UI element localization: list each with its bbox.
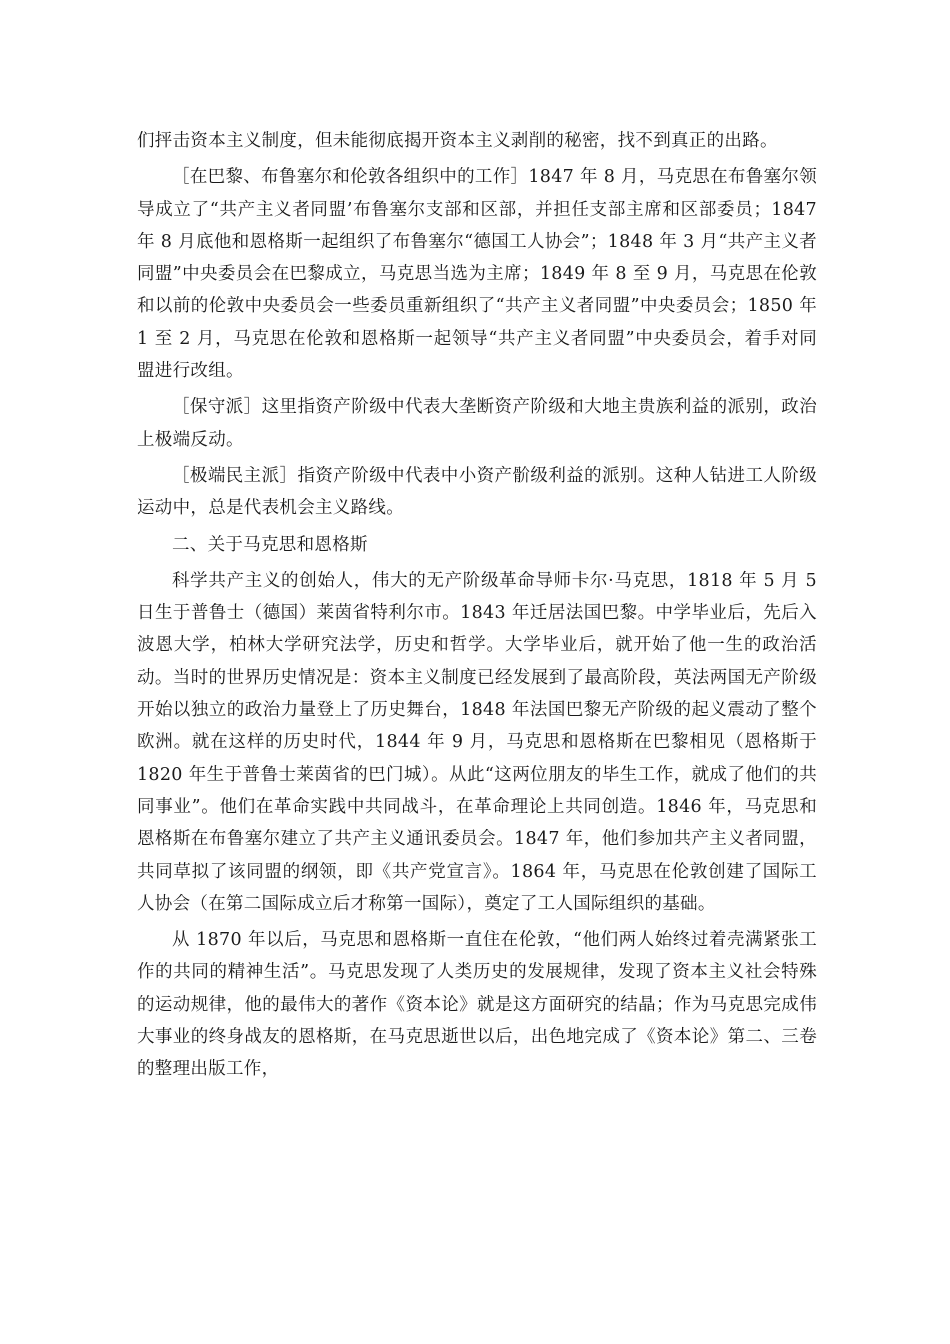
paragraph-conservatives: ［保守派］这里指资产阶级中代表大垄断资产阶级和大地主贵族利益的派别，政治上极端反动。 — [137, 397, 817, 450]
paragraph-continuation: 们抨击资本主义制度，但未能彻底揭开资本主义剥削的秘密，找不到真正的出路。 — [137, 131, 778, 151]
document-body — [137, 125, 817, 1086]
section-heading: 二、关于马克思和恩格斯 — [172, 534, 368, 555]
paragraph-extreme-democrats: ［极端民主派］指资产阶级中代表中小资产骱级利益的派别。这种人钻进工人阶级运动中，总是代表机会主义路线。 — [137, 465, 817, 519]
paragraph-organizations-work: ［在巴黎、布鲁塞尔和伦敦各组织中的工作］1847 年 8 月，马克思在布鲁塞尔领导成立了“共产主义者同盟’布鲁塞尔支部和区部，并担任支部主席和区部委员；1847 年 8 月底他和恩格斯一起组织了布鲁塞尔“德国工人协会”；1848 年 3 月“共产主义者同盟”中央委员会在巴黎成立，马克思当选为主席；1849 年 8 至 9 月，马克思在伦敦和以前的伦敦中央委员会一些委员重新组织了“共产主义者同盟”中央委员会；1850 年 1 至 2 月，马克思在伦敦和恩格斯一起领导“共产主义者同盟”中央委员会，着手对同盟进行改组。 — [137, 167, 817, 382]
paragraph-marx-biography: 科学共产主义的创始人，伟大的无产阶级革命导师卡尔·马克思，1818 年 5 月 5 日生于普鲁士（德国）莱茵省特利尔市。1843 年迁居法国巴黎。中学毕业后，先后入波恩大学，柏林大学研究法学，历史和哲学。大学毕业后，就开始了他一生的政治活动。当时的世界历史情况是：资本主义制度已经发展到了最高阶段，英法两国无产阶级开始以独立的政治力量登上了历史舞台，1848 年法国巴黎无产阶级的起义震动了整个欧洲。就在这样的历史时代，1844 年 9 月，马克思和恩格斯在巴黎相见（恩格斯于 1820 年生于普鲁士莱茵省的巴门城）。从此“这两位朋友的毕生工作，就成了他们的共同事业”。他们在革命实践中共同战斗，在革命理论上共同创造。1846 年，马克思和恩格斯在布鲁塞尔建立了共产主义通讯委员会。1847 年，他们参加共产主义者同盟，共同草拟了该同盟的纲领，即《共产党宣言》。1864 年，马克思在伦敦创建了国际工人协会（在第二国际成立后才称第一国际），奠定了工人国际组织的基础。 — [137, 570, 817, 914]
paragraph-london-years: 从 1870 年以后，马克思和恩格斯一直住在伦敦，“他们两人始终过着壳满紧张工作的共同的精神生活”。马克思发现了人类历史的发展规律，发现了资本主义社会特殊的运动规律，他的最伟大的著作《资本论》就是这方面研究的结晶；作为马克思完成伟大事业的终身战友的恩格斯，在马克思逝世以后，出色地完成了《资本论》第二、三卷的整理出版工作， — [137, 930, 817, 1080]
